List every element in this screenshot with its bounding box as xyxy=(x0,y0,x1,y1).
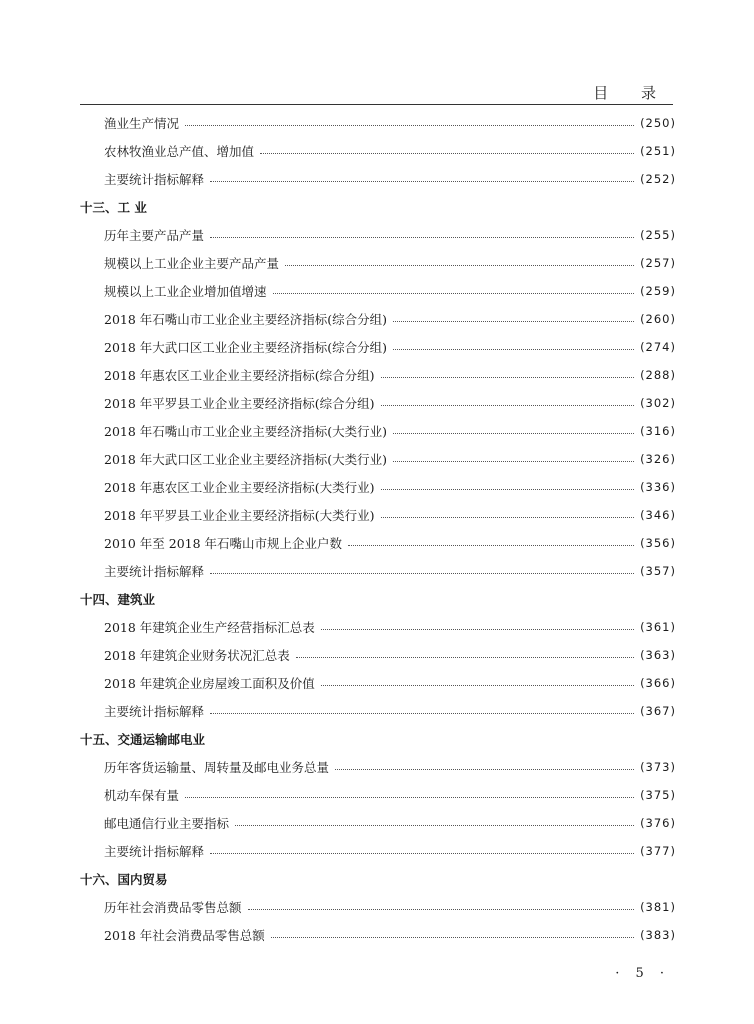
toc-entry-title: 2018 年平罗县工业企业主要经济指标(综合分组) xyxy=(104,396,375,411)
toc-entry[interactable] xyxy=(0,837,676,865)
toc-section-title: 十五、交通运输邮电业 xyxy=(80,732,206,747)
toc-entry-title: 主要统计指标解释 xyxy=(104,172,205,187)
toc-entry-title: 2018 年平罗县工业企业主要经济指标(大类行业) xyxy=(104,508,375,523)
toc-entry[interactable] xyxy=(0,137,676,165)
toc-entry[interactable] xyxy=(0,809,676,837)
toc-entry[interactable] xyxy=(0,277,676,305)
toc-entry-title: 2018 年社会消费品零售总额 xyxy=(104,928,265,943)
toc-entry-title: 2018 年建筑企业生产经营指标汇总表 xyxy=(104,620,315,635)
toc-entry[interactable] xyxy=(0,893,676,921)
dot-leader xyxy=(185,796,634,798)
toc-entry-title: 机动车保有量 xyxy=(104,788,180,803)
toc-entry[interactable] xyxy=(0,445,676,473)
toc-entry[interactable] xyxy=(0,697,676,725)
toc-entry[interactable] xyxy=(0,781,676,809)
toc-entry[interactable] xyxy=(0,641,676,669)
toc-entry[interactable] xyxy=(0,249,676,277)
dot-leader xyxy=(285,264,634,266)
dot-leader xyxy=(381,516,635,518)
toc-section-title: 十六、国内贸易 xyxy=(80,872,168,887)
toc-entry-title: 2018 年石嘴山市工业企业主要经济指标(综合分组) xyxy=(104,312,388,327)
toc-entry[interactable] xyxy=(0,333,676,361)
toc-page-number: (367) xyxy=(640,704,676,718)
toc-page-number: (383) xyxy=(640,928,676,942)
dot-leader xyxy=(296,656,634,658)
toc-entry-title: 农林牧渔业总产值、增加值 xyxy=(104,144,255,159)
toc-page-number: (366) xyxy=(640,676,676,690)
dot-leader xyxy=(210,712,634,714)
dot-leader xyxy=(321,628,634,630)
table-of-contents xyxy=(0,109,754,949)
toc-page-number: (376) xyxy=(640,816,676,830)
toc-entry[interactable] xyxy=(0,501,676,529)
header-rule xyxy=(80,104,673,105)
dot-leader xyxy=(271,936,634,938)
dot-leader xyxy=(393,460,634,462)
dot-leader xyxy=(335,768,634,770)
toc-entry[interactable] xyxy=(0,417,676,445)
dot-leader xyxy=(381,404,635,406)
page-folio: · 5 · xyxy=(615,966,670,981)
dot-leader xyxy=(381,376,635,378)
dot-leader xyxy=(393,348,634,350)
toc-entry[interactable] xyxy=(0,473,676,501)
toc-page-number: (302) xyxy=(640,396,676,410)
toc-entry[interactable] xyxy=(0,669,676,697)
toc-section-title: 十四、建筑业 xyxy=(80,592,156,607)
toc-entry[interactable] xyxy=(0,305,676,333)
running-head-title: 目 录 xyxy=(593,84,670,102)
toc-entry-title: 2018 年建筑企业房屋竣工面积及价值 xyxy=(104,676,315,691)
toc-entry[interactable] xyxy=(0,389,676,417)
toc-page-number: (288) xyxy=(640,368,676,382)
dot-leader xyxy=(210,572,634,574)
toc-entry-title: 2018 年惠农区工业企业主要经济指标(大类行业) xyxy=(104,480,375,495)
toc-entry-title: 历年客货运输量、周转量及邮电业务总量 xyxy=(104,760,330,775)
dot-leader xyxy=(393,432,634,434)
toc-entry-title: 渔业生产情况 xyxy=(104,116,180,131)
toc-page-number: (377) xyxy=(640,844,676,858)
toc-entry-title: 2018 年大武口区工业企业主要经济指标(大类行业) xyxy=(104,452,388,467)
dot-leader xyxy=(248,908,635,910)
dot-leader xyxy=(348,544,634,546)
toc-page-number: (373) xyxy=(640,760,676,774)
toc-page-number: (363) xyxy=(640,648,676,662)
toc-entry[interactable] xyxy=(0,557,676,585)
toc-entry-title: 2018 年惠农区工业企业主要经济指标(综合分组) xyxy=(104,368,375,383)
toc-section-heading xyxy=(0,725,676,753)
toc-entry-title: 2018 年建筑企业财务状况汇总表 xyxy=(104,648,290,663)
toc-entry-title: 邮电通信行业主要指标 xyxy=(104,816,230,831)
toc-page-number: (326) xyxy=(640,452,676,466)
toc-page-number: (252) xyxy=(640,172,676,186)
toc-entry-title: 主要统计指标解释 xyxy=(104,704,205,719)
toc-entry-title: 2010 年至 2018 年石嘴山市规上企业户数 xyxy=(104,536,343,551)
toc-page-number: (357) xyxy=(640,564,676,578)
toc-entry-title: 主要统计指标解释 xyxy=(104,564,205,579)
dot-leader xyxy=(210,852,634,854)
toc-entry-title: 2018 年石嘴山市工业企业主要经济指标(大类行业) xyxy=(104,424,388,439)
toc-entry[interactable] xyxy=(0,921,676,949)
toc-page-number: (381) xyxy=(640,900,676,914)
toc-entry-title: 主要统计指标解释 xyxy=(104,844,205,859)
toc-section-title: 十三、工 业 xyxy=(80,200,147,215)
dot-leader xyxy=(210,236,634,238)
toc-entry[interactable] xyxy=(0,221,676,249)
toc-entry-title: 历年主要产品产量 xyxy=(104,228,205,243)
toc-entry[interactable] xyxy=(0,753,676,781)
toc-page-number: (259) xyxy=(640,284,676,298)
toc-section-heading xyxy=(0,865,676,893)
toc-entry[interactable] xyxy=(0,529,676,557)
dot-leader xyxy=(210,180,634,182)
toc-entry[interactable] xyxy=(0,109,676,137)
dot-leader xyxy=(393,320,634,322)
toc-page-number: (316) xyxy=(640,424,676,438)
toc-page-number: (336) xyxy=(640,480,676,494)
dot-leader xyxy=(381,488,635,490)
toc-page-number: (257) xyxy=(640,256,676,270)
toc-page-number: (250) xyxy=(640,116,676,130)
toc-entry-title: 规模以上工业企业主要产品产量 xyxy=(104,256,280,271)
toc-entry-title: 规模以上工业企业增加值增速 xyxy=(104,284,267,299)
toc-section-heading xyxy=(0,585,676,613)
toc-entry-title: 历年社会消费品零售总额 xyxy=(104,900,242,915)
toc-section-heading xyxy=(0,193,676,221)
toc-entry-title: 2018 年大武口区工业企业主要经济指标(综合分组) xyxy=(104,340,388,355)
dot-leader xyxy=(321,684,634,686)
toc-page-number: (346) xyxy=(640,508,676,522)
dot-leader xyxy=(185,124,634,126)
toc-page-number: (260) xyxy=(640,312,676,326)
toc-entry[interactable] xyxy=(0,165,676,193)
toc-entry[interactable] xyxy=(0,361,676,389)
toc-entry[interactable] xyxy=(0,613,676,641)
toc-page-number: (251) xyxy=(640,144,676,158)
dot-leader xyxy=(235,824,634,826)
toc-page-number: (361) xyxy=(640,620,676,634)
dot-leader xyxy=(273,292,635,294)
toc-page-number: (255) xyxy=(640,228,676,242)
toc-page-number: (274) xyxy=(640,340,676,354)
toc-page-number: (375) xyxy=(640,788,676,802)
toc-page-number: (356) xyxy=(640,536,676,550)
dot-leader xyxy=(260,152,634,154)
